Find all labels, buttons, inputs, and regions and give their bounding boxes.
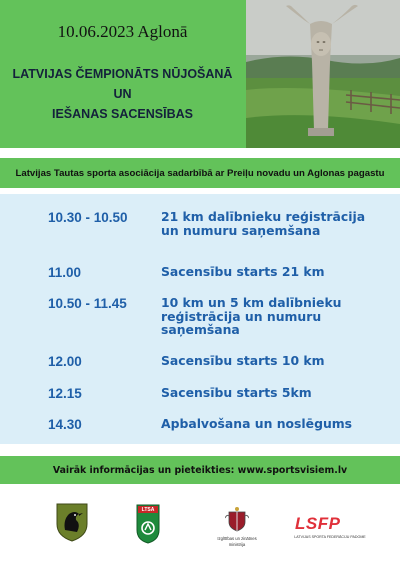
schedule-panel — [0, 194, 400, 444]
schedule-time: 12.00 — [48, 354, 82, 369]
schedule-description: 10 km un 5 km dalībnieku reģistrācija un numuru saņemšana — [161, 295, 342, 337]
info-banner — [0, 456, 400, 484]
schedule-description: Apbalvošana un noslēgums — [161, 416, 353, 431]
ltsa-text: LTSA — [141, 507, 155, 513]
ministry-name-line-2: ministrija — [228, 542, 246, 547]
ministry-logo — [210, 506, 264, 556]
ministry-name-line-1: Izglītības un zinātnes — [217, 536, 257, 541]
association-text: Latvijas Tautas sporta asociācija sadarbībā ar Preiļu novadu un Aglonas pagastu — [15, 167, 385, 179]
info-link-text[interactable]: Vairāk informācijas un pieteikties: www.sportsvisiem.lv — [52, 464, 348, 476]
event-title-line-3: IEŠANAS SACENSĪBAS — [52, 107, 193, 121]
statue-photo-image — [246, 0, 400, 148]
coat-of-arms-icon — [225, 506, 249, 532]
schedule-description: 21 km dalībnieku reģistrācija un numuru saņemšana — [161, 209, 366, 238]
schedule-description: Sacensību starts 21 km — [161, 264, 325, 279]
lsfp-wordmark: LSFP — [295, 514, 341, 533]
association-banner — [0, 158, 400, 188]
schedule-time: 10.50 - 11.45 — [48, 296, 127, 311]
schedule-time: 10.30 - 10.50 — [48, 210, 128, 225]
schedule-time: 14.30 — [48, 417, 82, 432]
event-date: 10.06.2023 Aglonā — [57, 22, 188, 41]
sponsor-logos — [0, 500, 400, 560]
schedule-description: Sacensību starts 5km — [161, 385, 312, 400]
ltsa-logo — [136, 504, 160, 548]
event-title-line-2: UN — [113, 87, 132, 101]
aglona-crest-logo — [55, 502, 89, 546]
statue-photo — [246, 0, 400, 148]
crest-icon — [55, 502, 89, 542]
schedule-time: 11.00 — [48, 265, 82, 280]
lsfp-subtitle: LATVIJAS SPORTA FEDERĀCIJU PADOME — [294, 535, 366, 539]
event-title-line-1: LATVIJAS ČEMPIONĀTS NŪJOŠANĀ — [12, 67, 233, 81]
schedule-description: Sacensību starts 10 km — [161, 353, 325, 368]
header-banner — [0, 0, 400, 148]
schedule-time: 12.15 — [48, 386, 82, 401]
lsfp-logo — [293, 514, 367, 548]
